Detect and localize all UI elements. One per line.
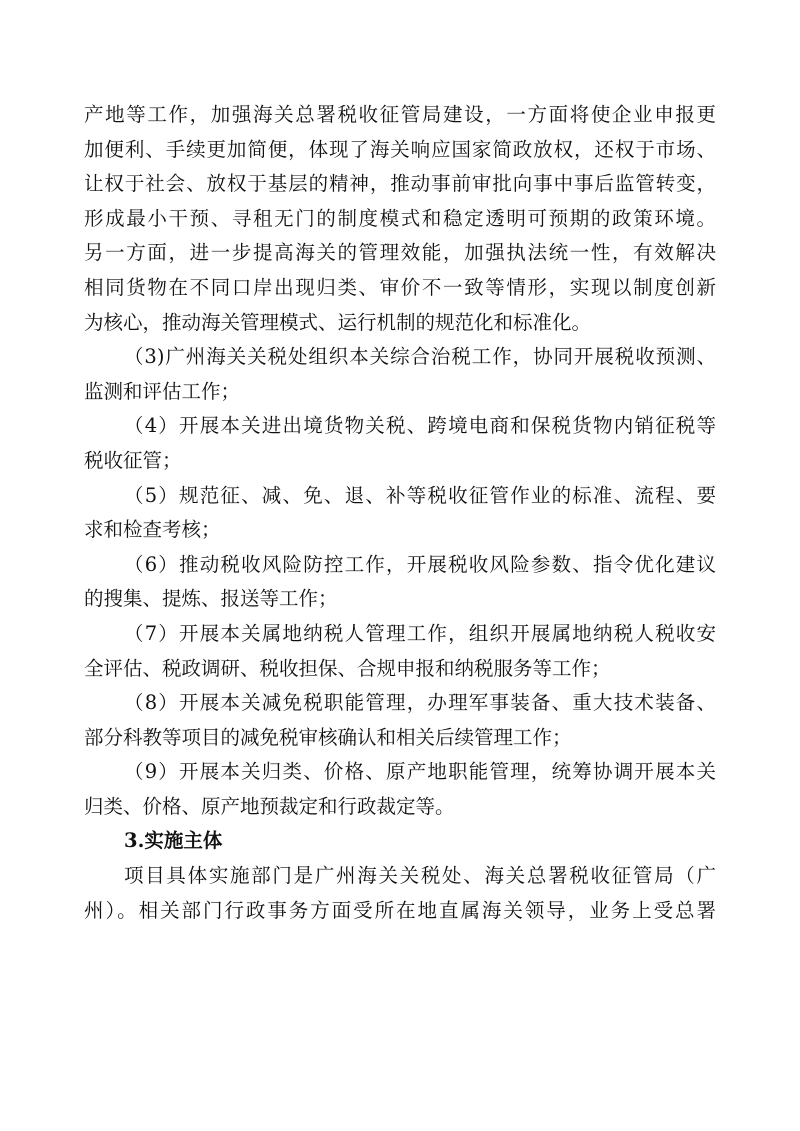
section-heading: 3.实施主体 <box>124 829 223 853</box>
text-line: （6）推动税收风险防控工作，开展税收风险参数、指令优化建议 <box>124 552 716 576</box>
text-line: 形成最小干预、寻租无门的制度模式和稳定透明可预期的政策环境。 <box>84 206 716 230</box>
text-line: 产地等工作，加强海关总署税收征管局建设，一方面将使企业申报更 <box>84 103 716 126</box>
text-line: 为核心，推动海关管理模式、运行机制的规范化和标准化。 <box>84 310 592 334</box>
text-line: 相同货物在不同口岸出现归类、审价不一致等情形，实现以制度创新 <box>84 275 716 299</box>
text-line: 另一方面，进一步提高海关的管理效能，加强执法统一性，有效解决 <box>84 241 716 265</box>
list-item-7 <box>84 617 716 686</box>
text-line: 求和检查考核； <box>84 518 221 542</box>
text-line: （3)广州海关关税处组织本关综合治税工作，协同开展税收预测、 <box>124 345 716 369</box>
text-line: 部分科教等项目的减免税审核确认和相关后续管理工作； <box>84 725 572 749</box>
paragraph-implementation <box>84 859 716 928</box>
text-line: （5）规范征、减、免、退、补等税收征管作业的标准、流程、要 <box>124 483 716 507</box>
text-line: （7）开展本关属地纳税人管理工作，组织开展属地纳税人税收安 <box>124 621 716 645</box>
text-line: 全评估、税政调研、税收担保、合规申报和纳税服务等工作； <box>84 656 611 680</box>
list-item-6 <box>84 548 716 617</box>
document-body <box>84 98 716 928</box>
text-line: 州）。相关部门行政事务方面受所在地直属海关领导，业务上受总署 <box>84 898 716 922</box>
text-line: （9）开展本关归类、价格、原产地职能管理，统筹协调开展本关 <box>124 760 716 784</box>
paragraph-intro <box>84 98 716 340</box>
text-line: 加便利、手续更加简便，体现了海关响应国家简政放权，还权于市场、 <box>84 137 716 161</box>
text-line: 监测和评估工作； <box>84 379 241 403</box>
text-line: （8）开展本关减免税职能管理，办理军事装备、重大技术装备、 <box>124 691 716 715</box>
text-line: 的搜集、提炼、报送等工作； <box>84 587 338 611</box>
text-line: 让权于社会、放权于基层的精神，推动事前审批向事中事后监管转变， <box>84 172 716 196</box>
list-item-5 <box>84 479 716 548</box>
list-item-4 <box>84 409 716 478</box>
text-line: 税收征管； <box>84 448 182 472</box>
list-item-3 <box>84 340 716 409</box>
text-line: （4）开展本关进出境货物关税、跨境电商和保税货物内销征税等 <box>124 414 716 438</box>
list-item-9 <box>84 755 716 824</box>
list-item-8 <box>84 686 716 755</box>
text-line: 归类、价格、原产地预裁定和行政裁定等。 <box>84 794 455 818</box>
text-line: 项目具体实施部门是广州海关关税处、海关总署税收征管局（广 <box>124 864 716 888</box>
